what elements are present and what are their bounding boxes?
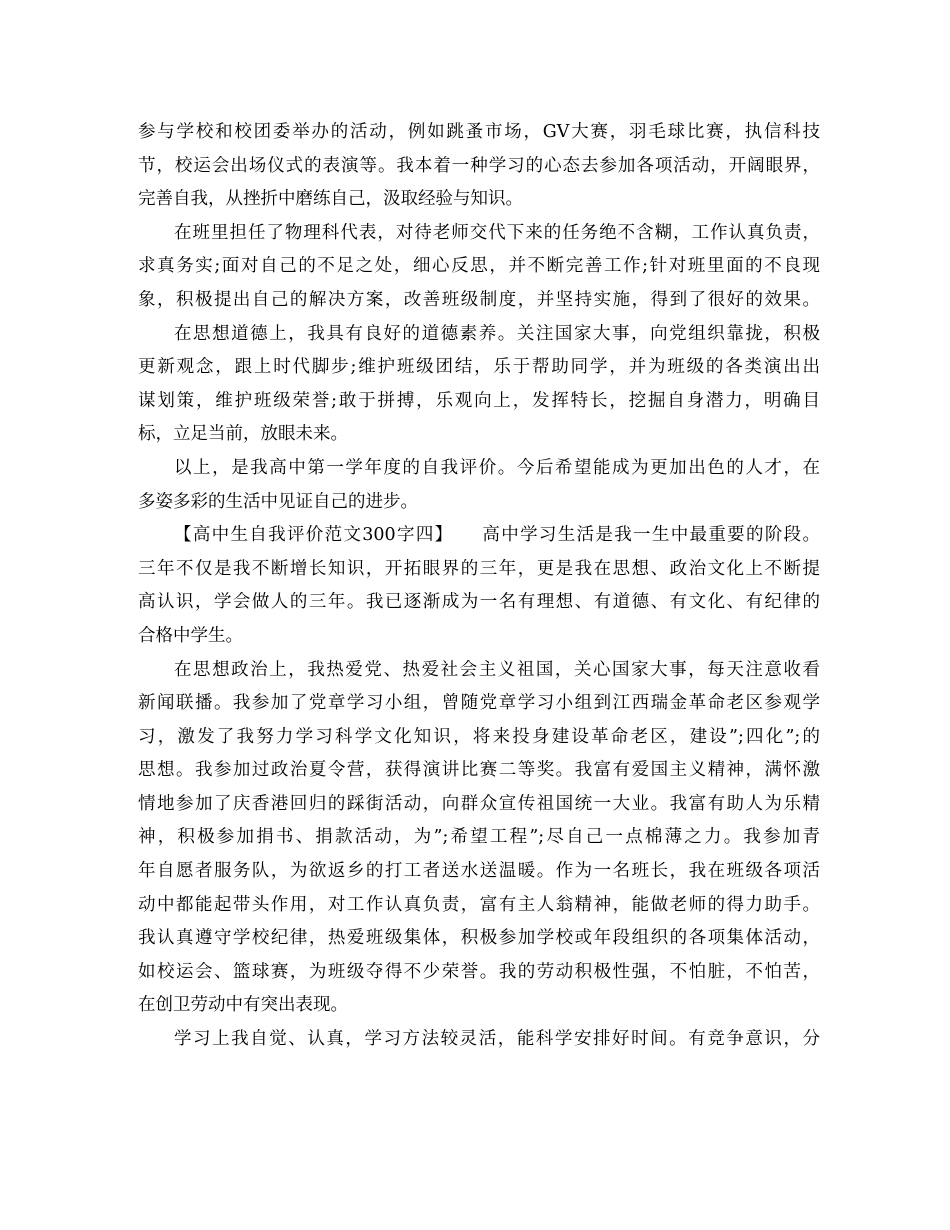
- text-line: 标，立足当前，放眼未来。: [138, 424, 348, 445]
- text-line: 【高中生自我评价范文300字四】 高中学习生活是我一生中最重要的阶段。: [174, 525, 820, 546]
- text-line: 象，积极提出自己的解决方案，改善班级制度，并坚持实施，得到了很好的效果。: [138, 289, 820, 310]
- text-line: 以上，是我高中第一学年度的自我评价。今后希望能成为更加出色的人才，在: [174, 457, 820, 478]
- text-line: 高认识，学会做人的三年。我已逐渐成为一名有理想、有道德、有文化、有纪律的: [138, 592, 820, 613]
- text-line: 节，校运会出场仪式的表演等。我本着一种学习的心态去参加各项活动，开阔眼界，: [138, 155, 820, 176]
- text-line: 在思想道德上，我具有良好的道德素养。关注国家大事，向党组织靠拢，积极: [174, 323, 820, 344]
- text-line: 新闻联播。我参加了党章学习小组，曾随党章学习小组到江西瑞金革命老区参观学: [138, 693, 820, 714]
- text-line: 动中都能起带头作用，对工作认真负责，富有主人翁精神，能做老师的得力助手。: [138, 894, 820, 915]
- text-line: 情地参加了庆香港回归的踩街活动，向群众宣传祖国统一大业。我富有助人为乐精: [138, 793, 820, 814]
- document-body: [138, 116, 820, 1057]
- text-line: 在思想政治上，我热爱党、热爱社会主义祖国，关心国家大事，每天注意收看: [174, 659, 820, 680]
- text-line: 思想。我参加过政治夏令营，获得演讲比赛二等奖。我富有爱国主义精神，满怀激: [138, 760, 820, 781]
- text-line: 神，积极参加捐书、捐款活动，为”;希望工程”;尽自己一点棉薄之力。我参加青: [138, 827, 820, 848]
- text-line: 在班里担任了物理科代表，对待老师交代下来的任务绝不含糊，工作认真负责，: [174, 222, 820, 243]
- text-line: 求真务实;面对自己的不足之处，细心反思，并不断完善工作;针对班里面的不良现: [138, 256, 820, 277]
- text-line: 年自愿者服务队，为欲返乡的打工者送水送温暖。作为一名班长，我在班级各项活: [138, 861, 820, 882]
- text-line: 我认真遵守学校纪律，热爱班级集体，积极参加学校或年段组织的各项集体活动，: [138, 928, 820, 949]
- text-line: 多姿多彩的生活中见证自己的进步。: [138, 491, 418, 512]
- text-line: 更新观念，跟上时代脚步;维护班级团结，乐于帮助同学，并为班级的各类演出出: [138, 357, 820, 378]
- text-line: 如校运会、篮球赛，为班级夺得不少荣誉。我的劳动积极性强，不怕脏，不怕苦，: [138, 961, 820, 982]
- text-line: 完善自我，从挫折中磨练自己，汲取经验与知识。: [138, 189, 523, 210]
- text-line: 习，激发了我努力学习科学文化知识，将来投身建设革命老区，建设”;四化”;的: [138, 726, 820, 747]
- text-line: 合格中学生。: [138, 625, 243, 646]
- text-line: 参与学校和校团委举办的活动，例如跳蚤市场，GV大赛，羽毛球比赛，执信科技: [138, 122, 820, 142]
- text-line: 三年不仅是我不断增长知识，开拓眼界的三年，更是我在思想、政治文化上不断提: [138, 558, 820, 579]
- text-line: 学习上我自觉、认真，学习方法较灵活，能科学安排好时间。有竞争意识，分: [174, 1029, 820, 1050]
- text-line: 在创卫劳动中有突出表现。: [138, 995, 348, 1016]
- text-line: 谋划策，维护班级荣誉;敢于拼搏，乐观向上，发挥特长，挖掘自身潜力，明确目: [138, 390, 820, 411]
